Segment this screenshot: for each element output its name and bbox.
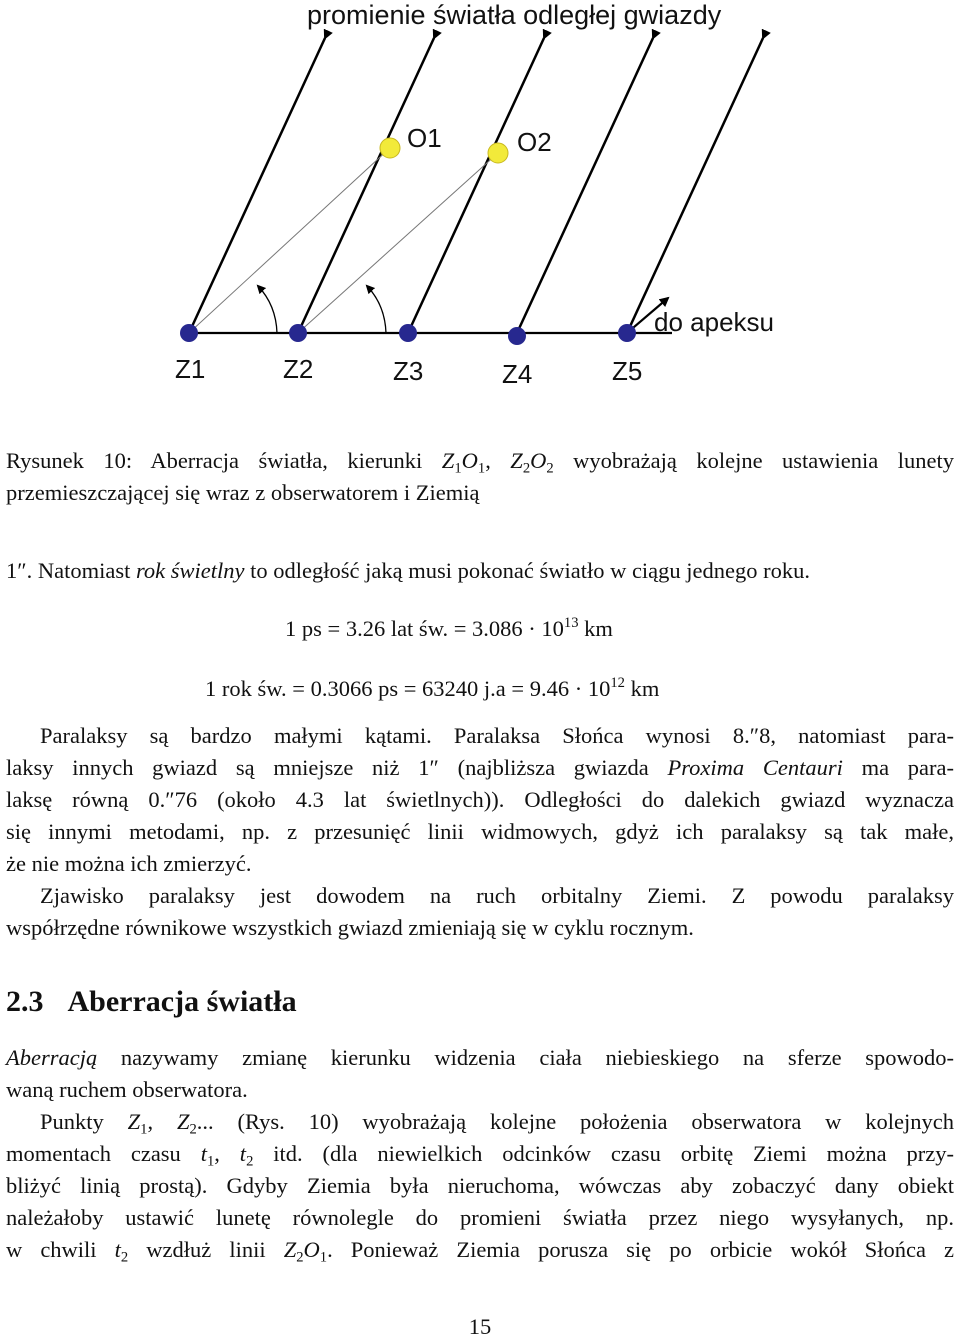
aberration-diagram (0, 0, 960, 400)
text-line: laksę równą 0.″76 (około 4.3 lat świetlnych)). Odległości do dalekich gwiazd wyznacza (6, 787, 954, 812)
label-z2: Z2 (283, 354, 314, 384)
label-z3: Z3 (393, 356, 424, 386)
paragraph-light-year: 1″. Natomiast rok świetlny to odległość jaką musi pokonać światło w ciągu jednego roku. (6, 558, 811, 583)
telescope-line-z2o2 (298, 153, 498, 333)
observer-point-o1 (380, 138, 400, 158)
figure-caption: Rysunek 10: Aberracja światła, kierunki $Z_1O_1$, $Z_2O_2$ wyobrażają kolejne ustawienia lunety przemieszczającej się wraz z obserwatorem i Ziemią (6, 448, 954, 505)
observer-point-o2 (488, 143, 508, 163)
label-z5: Z5 (612, 356, 643, 386)
text-line: momentach czasu $t_1$, $t_2$ itd. (dla niewielkich odcinków czasu orbitę Ziemi można przy- (6, 1141, 955, 1170)
light-ray (408, 38, 544, 333)
position-point-z5 (618, 324, 636, 342)
light-ray (189, 38, 325, 333)
text-line: Zjawisko paralaksy jest dowodem na ruch orbitalny Ziemi. Z powodu paralaksy (40, 883, 954, 908)
text-line: współrzędne równikowe wszystkich gwiazd zmieniają się w cyklu rocznym. (6, 915, 694, 940)
light-ray (298, 38, 434, 333)
figure-title: promienie światła odległej gwiazdy (307, 0, 722, 30)
text-line: Aberracją nazywamy zmianę kierunku widzenia ciała niebieskiego na sferze spowodo- (6, 1045, 954, 1070)
angle-arc-2 (367, 286, 386, 333)
text-line: w chwili $t_2$ wzdłuż linii $Z_2O_1$. Ponieważ Ziemia porusza się po orbicie wokół Słońca z (6, 1237, 954, 1266)
page-number: 15 (468, 1314, 492, 1339)
light-ray (517, 38, 653, 333)
text-line: się innymi metodami, np. z przesunięć linii widmowych, gdyż ich paralaksy są tak małe, (6, 819, 954, 844)
telescope-line-z1o1 (189, 148, 390, 333)
apex-label: do apeksu (654, 307, 774, 337)
text-line: należałoby ustawić lunetę równolegle do promieni światła przez niego wysyłanych, np. (6, 1205, 954, 1230)
text-line: Punkty $Z_1$, $Z_2$... (Rys. 10) wyobrażają kolejne położenia obserwatora w kolejnych (40, 1109, 955, 1138)
text-line: bliżyć linią prostą). Gdyby Ziemia była nieruchoma, wówczas aby zobaczyć dany obiekt (6, 1173, 954, 1198)
equation-light-year: 1 rok św. = 0.3066 ps = 63240 $j.a = 9.46 \cdot 10^{12}$ km (205, 675, 660, 701)
label-z4: Z4 (502, 359, 533, 389)
light-ray (627, 38, 763, 333)
label-z1: Z1 (175, 354, 206, 384)
label-o2: O2 (517, 127, 552, 157)
equation-parsec: 1 ps = 3.26 lat św. = $3.086 \cdot 10^{13}$ km (285, 615, 613, 641)
position-point-z1 (180, 324, 198, 342)
position-point-z2 (289, 324, 307, 342)
label-o1: O1 (407, 123, 442, 153)
text-line: Paralaksy są bardzo małymi kątami. Paralaksa Słońca wynosi 8.″8, natomiast para- (40, 723, 954, 748)
text-line: waną ruchem obserwatora. (6, 1077, 248, 1102)
angle-arc-1 (258, 286, 277, 333)
position-point-z4 (508, 327, 526, 345)
text-line: laksy innych gwiazd są mniejsze niż 1″ (najbliższa gwiazda Proxima Centauri ma para- (6, 755, 955, 780)
position-point-z3 (399, 324, 417, 342)
section-heading: 2.3 Aberracja światła (6, 985, 297, 1018)
text-line: że nie można ich zmierzyć. (6, 851, 252, 876)
